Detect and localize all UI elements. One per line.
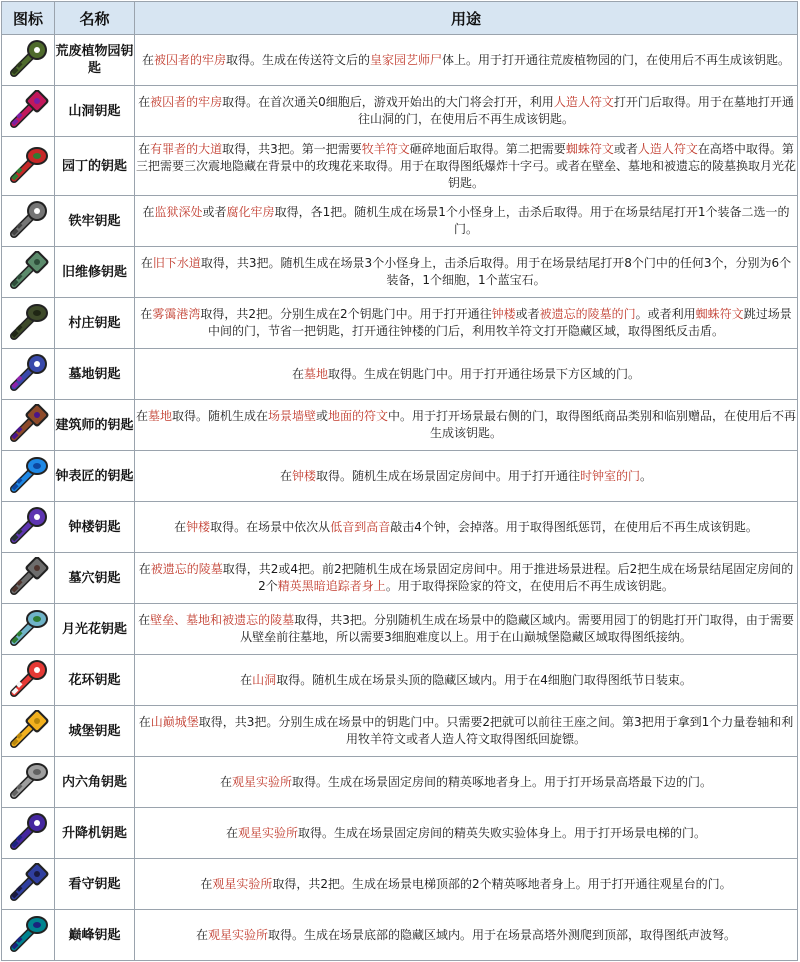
use-text: 取得。随机生成在场景头顶的隐藏区域内。用于在4细胞门取得图纸节日装束。 (276, 672, 692, 687)
key-use (135, 706, 798, 757)
use-text: 在 (142, 205, 155, 219)
key-name: 建筑师的钥匙 (55, 400, 135, 451)
table-row (2, 196, 798, 247)
key-icon-cell (2, 86, 55, 137)
use-text: 在 (138, 715, 151, 729)
key-use (135, 349, 798, 400)
use-text: 取得，共2或4把。前2把随机生成在场景固定房间中。用于推进场景进程。后2把生成在场景结尾固定房间的2个 (222, 562, 794, 593)
table-row (2, 604, 798, 655)
location-link[interactable]: 场景墙壁 (267, 409, 316, 423)
table-row (2, 349, 798, 400)
location-link[interactable]: 被囚者的牢房 (150, 95, 223, 109)
table-row (2, 86, 798, 137)
header-use: 用途 (135, 2, 798, 35)
location-link[interactable]: 观星实验所 (231, 774, 292, 789)
use-text: 在 (200, 876, 213, 891)
iron-key-icon (6, 200, 50, 242)
use-text: 。 (640, 468, 653, 483)
use-text: 在 (135, 409, 148, 423)
key-icon-cell (2, 859, 55, 910)
table-row (2, 400, 798, 451)
use-text: 跳过场景中间的门，节省一把钥匙，打开通往钟楼的门后，利用牧羊符文打开隐藏区域，取得图纸反击盾。 (207, 307, 792, 338)
location-link[interactable]: 观星实验所 (212, 876, 273, 891)
location-link[interactable]: 钟楼 (186, 519, 211, 534)
header-icon: 图标 (2, 2, 55, 35)
table-row (2, 808, 798, 859)
key-icon-cell (2, 196, 55, 247)
warden-key-icon (6, 863, 50, 905)
maintenance-key-icon (6, 251, 50, 293)
table-row (2, 35, 798, 86)
use-text: 取得，共2把。分别生成在2个钥匙门中。用于打开通往 (200, 307, 492, 321)
key-use (135, 86, 798, 137)
location-link[interactable]: 被囚者的牢房 (153, 52, 226, 67)
use-text: 在 (279, 468, 292, 483)
table-row (2, 553, 798, 604)
location-link[interactable]: 被遗忘的陵墓 (150, 562, 223, 576)
key-name: 荒废植物园钥匙 (55, 35, 135, 86)
table-row (2, 910, 798, 961)
key-icon-cell (2, 247, 55, 298)
key-name: 巅峰钥匙 (55, 910, 135, 961)
location-link[interactable]: 时钟室的门 (580, 468, 641, 483)
use-text: 取得。生成在传送符文后的 (225, 52, 370, 67)
key-icon-cell (2, 349, 55, 400)
location-link[interactable]: 旧下水道 (152, 256, 201, 270)
hex-key-icon (6, 761, 50, 803)
key-name: 村庄钥匙 (55, 298, 135, 349)
location-link[interactable]: 精英黑暗追踪者身上 (277, 579, 386, 593)
key-use (135, 910, 798, 961)
table-header-row (2, 2, 798, 35)
key-use (135, 859, 798, 910)
key-name: 山洞钥匙 (55, 86, 135, 137)
key-use (135, 808, 798, 859)
use-text: 在 (225, 825, 238, 840)
crypt-key-icon (6, 557, 50, 599)
location-link[interactable]: 人造人符文 (553, 95, 614, 109)
village-key-icon (6, 302, 50, 344)
key-icon-cell (2, 910, 55, 961)
key-icon-cell (2, 502, 55, 553)
key-use (135, 137, 798, 196)
use-text: 取得，共3把。分别随机生成在场景中的隐藏区域内。需要用园丁的钥匙打开门取得，由于需要从壁垒前往墓地，所以需要3细胞难度以上。用于在山巅城堡隐藏区域取得图纸接纳。 (240, 613, 794, 644)
key-name: 旧维修钥匙 (55, 247, 135, 298)
use-text: 在 (138, 613, 151, 627)
key-use (135, 502, 798, 553)
use-text: 取得。在场景中依次从 (210, 519, 331, 534)
use-text: 。或者利用 (635, 307, 696, 321)
use-text: 取得。在首次通关0细胞后，游戏开始出的大门将会打开，利用 (222, 95, 554, 109)
clockmaker-key-icon (6, 455, 50, 497)
location-link[interactable]: 墓地 (147, 409, 172, 423)
key-name: 钟楼钥匙 (55, 502, 135, 553)
use-text: 中。用于打开场景最右侧的门，取得图纸商品类别和临别赠品，在使用后不再生成该钥匙。 (388, 409, 797, 440)
table-row (2, 655, 798, 706)
use-text: 或 (316, 409, 329, 423)
table-row (2, 859, 798, 910)
location-link[interactable]: 蜘蛛符文 (695, 307, 744, 321)
use-text: 在 (140, 256, 153, 270)
key-use (135, 451, 798, 502)
location-link[interactable]: 有罪者的大道 (150, 141, 223, 156)
key-use (135, 196, 798, 247)
location-link[interactable]: 观星实验所 (237, 825, 298, 840)
overgrown-key-icon (6, 39, 50, 81)
key-name: 城堡钥匙 (55, 706, 135, 757)
use-text: 取得。随机生成在 (171, 409, 268, 423)
use-text: 在高塔中取得。第三把需要三次震地隐藏在背景中的玫瑰花来取得。用于在取得图纸爆炸十字弓。或者在壁垒、墓地和被遗忘的陵墓换取月光花钥匙。 (135, 141, 796, 190)
use-text: 体上。用于打开通往荒废植物园的门，在使用后不再生成该钥匙。 (442, 52, 791, 67)
keys-table (1, 1, 798, 961)
header-name: 名称 (55, 2, 135, 35)
key-icon-cell (2, 808, 55, 859)
wreath-key-icon (6, 659, 50, 701)
use-text: 取得，共3把。分别生成在场景中的钥匙门中。只需要2把就可以前往王座之间。第3把用于拿到1个力量卷轴和利用牧羊符文或者人造人符文取得图纸回旋镖。 (198, 715, 794, 746)
use-text: 敲击4个钟，会掉落。用于取得图纸惩罚，在使用后不再生成该钥匙。 (390, 519, 758, 534)
key-icon-cell (2, 757, 55, 808)
use-text: 在 (219, 774, 232, 789)
gardener-key-icon (6, 145, 50, 187)
table-row (2, 137, 798, 196)
castle-key-icon (6, 710, 50, 752)
key-name: 钟表匠的钥匙 (55, 451, 135, 502)
moonflower-key-icon (6, 608, 50, 650)
key-name: 升降机钥匙 (55, 808, 135, 859)
key-use (135, 298, 798, 349)
location-link[interactable]: 壁垒、墓地和被遗忘的陵墓 (150, 613, 295, 627)
key-name: 看守钥匙 (55, 859, 135, 910)
key-icon-cell (2, 137, 55, 196)
location-link[interactable]: 观星实验所 (207, 927, 268, 942)
key-name: 园丁的钥匙 (55, 137, 135, 196)
location-link[interactable]: 低音到高音 (330, 519, 391, 534)
location-link[interactable]: 腐化牢房 (226, 205, 275, 219)
table-row (2, 298, 798, 349)
use-text: 打开门后取得。用于在墓地打开通往山洞的门，在使用后不再生成该钥匙。 (357, 95, 794, 126)
key-use (135, 655, 798, 706)
key-use (135, 553, 798, 604)
use-text: 。用于取得探险家的符文，在使用后不再生成该钥匙。 (385, 579, 674, 593)
location-link[interactable]: 监狱深处 (154, 205, 203, 219)
location-link[interactable]: 蜘蛛符文 (565, 141, 614, 156)
location-link[interactable]: 人造人符文 (637, 141, 698, 156)
key-name: 月光花钥匙 (55, 604, 135, 655)
table-row (2, 757, 798, 808)
use-text: 在 (138, 95, 151, 109)
use-text: 在 (195, 927, 208, 942)
use-text: 取得。生成在钥匙门中。用于打开通往场景下方区域的门。 (328, 366, 641, 381)
use-text: 或者 (202, 205, 227, 219)
key-icon-cell (2, 655, 55, 706)
key-icon-cell (2, 553, 55, 604)
use-text: 取得，共3把。随机生成在场景3个小怪身上，击杀后取得。用于在场景结尾打开8个门中的任何3个，分别为6个装备，1个细胞，1个蓝宝石。 (200, 256, 792, 287)
architect-key-icon (6, 404, 50, 446)
use-text: 取得。生成在场景固定房间的精英啄地者身上。用于打开场景高塔最下边的门。 (292, 774, 713, 789)
use-text: 取得。生成在场景固定房间的精英失败实验体身上。用于打开场景电梯的门。 (298, 825, 707, 840)
table-row (2, 247, 798, 298)
use-text: 在 (141, 52, 154, 67)
use-text: 或者 (515, 307, 540, 321)
use-text: 在 (138, 562, 151, 576)
use-text: 或者 (613, 141, 638, 156)
key-icon-cell (2, 451, 55, 502)
location-link[interactable]: 皇家园艺师尸 (370, 52, 443, 67)
use-text: 取得，共3把。第一把需要 (222, 141, 362, 156)
use-text: 砸碎地面后取得。第二把需要 (409, 141, 566, 156)
location-link[interactable]: 钟楼 (291, 468, 316, 483)
key-use (135, 604, 798, 655)
cavern-key-icon (6, 90, 50, 132)
table-row (2, 502, 798, 553)
key-icon-cell (2, 400, 55, 451)
use-text: 取得，共2把。生成在场景电梯顶部的2个精英啄地者身上。用于打开通往观星台的门。 (272, 876, 732, 891)
location-link[interactable]: 被遗忘的陵墓的门 (539, 307, 636, 321)
clocktower-key-icon (6, 506, 50, 548)
key-icon-cell (2, 35, 55, 86)
use-text: 在 (140, 307, 153, 321)
key-name: 内六角钥匙 (55, 757, 135, 808)
use-text: 在 (291, 366, 304, 381)
key-use (135, 400, 798, 451)
use-text: 在 (240, 672, 253, 687)
location-link[interactable]: 山巅城堡 (150, 715, 199, 729)
use-text: 在 (138, 141, 151, 156)
key-use (135, 247, 798, 298)
location-link[interactable]: 山洞 (252, 672, 277, 687)
use-text: 在 (174, 519, 187, 534)
key-name: 花环钥匙 (55, 655, 135, 706)
key-name: 铁牢钥匙 (55, 196, 135, 247)
location-link[interactable]: 雾霭港湾 (152, 307, 201, 321)
elevator-key-icon (6, 812, 50, 854)
location-link[interactable]: 牧羊符文 (361, 141, 410, 156)
location-link[interactable]: 地面的符文 (328, 409, 389, 423)
key-icon-cell (2, 706, 55, 757)
use-text: 取得。随机生成在场景固定房间中。用于打开通往 (315, 468, 580, 483)
key-name: 墓地钥匙 (55, 349, 135, 400)
use-text: 取得。生成在场景底部的隐藏区域内。用于在场景高塔外测爬到顶部，取得图纸声波弩。 (268, 927, 737, 942)
graveyard-key-icon (6, 353, 50, 395)
location-link[interactable]: 钟楼 (491, 307, 516, 321)
key-use (135, 35, 798, 86)
location-link[interactable]: 墓地 (303, 366, 328, 381)
key-icon-cell (2, 604, 55, 655)
key-icon-cell (2, 298, 55, 349)
table-row (2, 706, 798, 757)
summit-key-icon (6, 914, 50, 956)
key-use (135, 757, 798, 808)
table-row (2, 451, 798, 502)
use-text: 取得，各1把。随机生成在场景1个小怪身上，击杀后取得。用于在场景结尾打开1个装备二选一的门。 (274, 205, 790, 236)
key-name: 墓穴钥匙 (55, 553, 135, 604)
